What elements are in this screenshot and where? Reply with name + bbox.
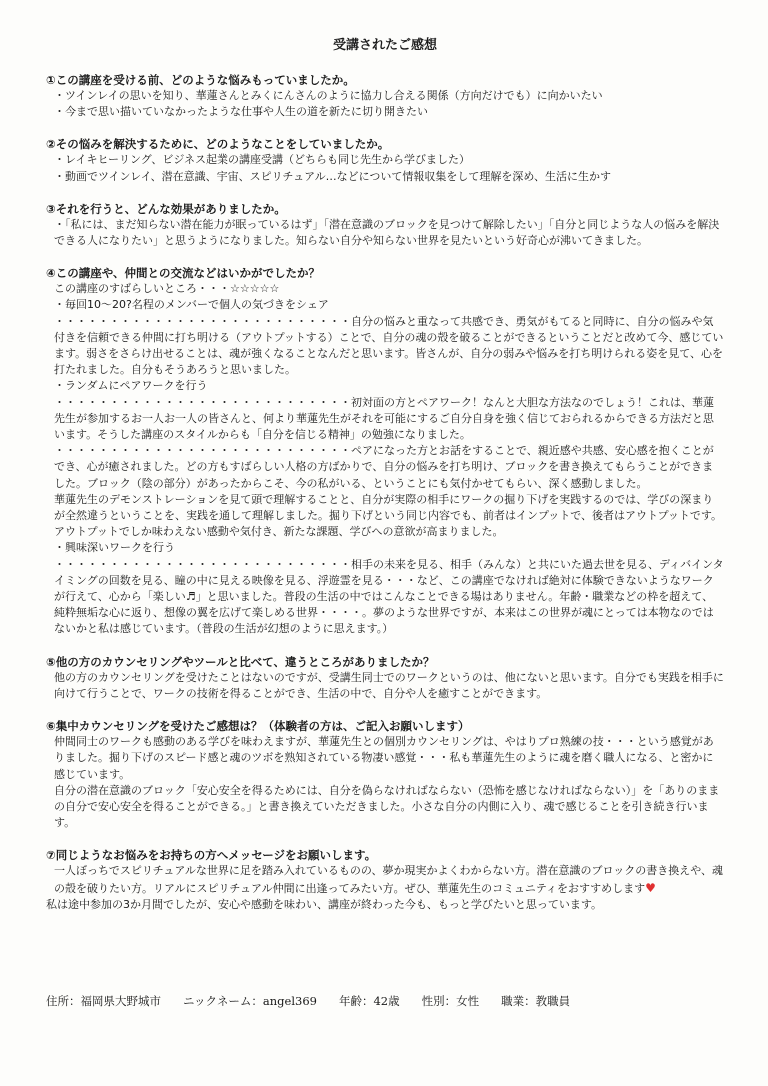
question-1: ①この講座を受ける前、どのような悩みもっていましたか。 (46, 73, 355, 87)
gender: 性別：女性 (421, 994, 480, 1008)
answer-line: ・ツインレイの思いを知り、華蓮さんとみくにんさんのように協力し合える関係（方向だけでも）に向かいたい (54, 89, 603, 102)
answer-paragraph: 自分の潜在意識のブロック「安心安全を得るためには、自分を偽らなければならない（恐怖を感じなければならない）」を「ありのままの自分で安心安全を得ることができる。」と書き換えていただきました。小さな自分の内側に入り、魂で感じることを引き続き行います。 (54, 783, 720, 830)
section-4 (46, 266, 724, 637)
section-1 (46, 73, 724, 120)
answer-paragraph: ・・・・・・・・・・・・・・・・・・・・・・・・・・・相手の未来を見る、相手（みんな）と共にいた過去世を見る、ディバインタイミングの回数を見る、瞳の中に見える映像を見る、浮遊霊を見る・・・など、この講座でなければ絶対に体験できないようなワークが行えて、心から「楽しい♬」と思いました。普段の生活の中ではこんなことできる場はありません。年齢・職業などの枠を超えて、純粋無垢な心に返り、想像の翼を広げて楽しめる世界・・・・。夢のような世界ですが、本来はこの世界が魂にとっては本物なのではないかと私は感じています。（普段の生活が幻想のように思えます。） (54, 557, 724, 636)
section-3 (46, 202, 724, 249)
nickname: ニックネーム：angel369 (183, 994, 317, 1008)
answer-line: ・興味深いワークを行う (54, 541, 175, 555)
answer-paragraph: ・・・・・・・・・・・・・・・・・・・・・・・・・・・初対面の方とペアワーク！なんと大胆な方法なのでしょう！これは、華蓮先生が参加するお一人お一人の皆さんと、何より華蓮先生がそれを可能にするご自分自身を強く信じておられるからできる方法だと思います。そうした講座のスタイルからも「自分を信じる精神」の勉強になりました。 (54, 395, 714, 442)
question-4: ④この講座や、仲間との交流などはいかがでしたか？ (46, 266, 321, 281)
answer-line: ・動画でツインレイ、潜在意識、宇宙、スピリチュアル…などについて情報収集をして理解を深め、生活に生かす (54, 169, 611, 183)
question-7: ⑦同じようなお悩みをお持ちの方へメッセージをお願いします。 (46, 848, 377, 863)
address: 住所：福岡県大野城市 (46, 994, 161, 1008)
section-6 (46, 719, 724, 831)
age: 年齢：42歳 (338, 994, 400, 1008)
answer-line: ・毎回10～20?名程のメンバーで個人の気づきをシェア (54, 298, 329, 312)
answer-text: 一人ぼっちでスピリチュアルな世界に足を踏み入れているものの、夢か現実かよくわからない方。潜在意識のブロックの書き換えや、魂の殻を破りたい方。リアルにスピリチュアル仲間に出逢ってみたい方。ぜひ、華蓮先生のコミュニティをおすすめします (54, 864, 724, 895)
question-6: ⑥集中カウンセリングを受けたご感想は？（体験者の方は、ご記入お願いします） (46, 719, 470, 734)
answer-paragraph: 仲間同士のワークも感動のある学びを味わえますが、華蓮先生との個別カウンセリングは、やはりプロ熟練の技・・・という感覚がありました。掘り下げのスピード感と魂のツボを熟知されている物凄い感覚・・・私も華蓮先生のように魂を磨く職人になる、と密かに感じています。 (54, 735, 714, 781)
answer-paragraph (46, 863, 724, 896)
section-2 (46, 137, 724, 184)
section-5 (46, 655, 724, 702)
answer-paragraph: ・・・・・・・・・・・・・・・・・・・・・・・・・・・ペアになった方とお話をすることで、親近感や共感、安心感を抱くことができ、心が癒されました。どの方もすばらしい人格の方ばかりで、自分の悩みを打ち明け、ブロックを書き換えてもらうことができました。ブロック（陰の部分）があったからこそ、今の私がいる、ということにも気付かせてもらい、深く感動しました。 (54, 444, 714, 490)
answer-paragraph: 他の方のカウンセリングを受けたことはないのですが、受講生同士でのワークというのは、他にないと思います。自分でも実践を相手に向けて行うことで、ワークの技術を得ることができ、生活の中で、自分や人を癒すことができます。 (54, 670, 724, 700)
page-title: 受講されたご感想 (332, 38, 437, 53)
answer-paragraph: 華蓮先生のデモンストレーションを見て頭で理解することと、自分が実際の相手にワークの掘り下げを実践するのでは、学びの深まりが全然違うということを、実践を通して理解しました。掘り下げという同じ内容でも、前者はインプットで、後者はアウトプットです。アウトプットでしか味わえない感動や気付き、新たな課題、学びへの意欲が高まりました。 (54, 492, 723, 539)
profile-footer (46, 993, 592, 1009)
question-5: ⑤他の方のカウンセリングやツールと比べて、違うところがありましたか？ (46, 654, 435, 669)
answer-line: ・「私には、まだ知らない潜在能力が眠っているはず」「潜在意識のブロックを見つけて解除したい」「自分と同じような人の悩みを解決できる人になりたい」と思うようになりました。知らない自分や知らない世界を見たいという好奇心が沸いてきました。 (54, 217, 720, 248)
heart-icon: ♥ (645, 880, 656, 895)
answer-line: この講座のすばらしいところ・・・☆☆☆☆☆ (54, 282, 280, 296)
question-2: ②その悩みを解決するために、どのようなことをしていましたか。 (46, 137, 390, 152)
answer-paragraph: ・・・・・・・・・・・・・・・・・・・・・・・・・・・自分の悩みと重なって共感でき、勇気がもてると同時に、自分の悩みや気付きを信頼できる仲間に打ち明ける（アウトプットする）ことで、自分の魂の殻を破ることができるということだと改めて今、感じています。弱さをさらけ出せることは、魂が強くなることなんだと思います。皆さんが、自分の弱みや悩みを打ち明けられる姿を見て、心を打たれました。自分もそうあろうと思いました。 (54, 314, 724, 377)
answer-line: ・ランダムにペアワークを行う (54, 379, 208, 393)
section-7 (46, 848, 724, 913)
answer-line: 私は途中参加の3か月間でしたが、安心や感動を味わい、講座が終わった今も、もっと学びたいと思っています。 (46, 897, 603, 911)
answer-line: ・今まで思い描いていなかったような仕事や人生の道を新たに切り開きたい (54, 105, 428, 119)
question-3: ③それを行うと、どんな効果がありましたか。 (46, 201, 286, 216)
job: 職業：教職員 (501, 994, 571, 1008)
answer-line: ・レイキヒーリング、ビジネス起業の講座受講（どちらも同じ先生から学びました） (54, 153, 471, 167)
